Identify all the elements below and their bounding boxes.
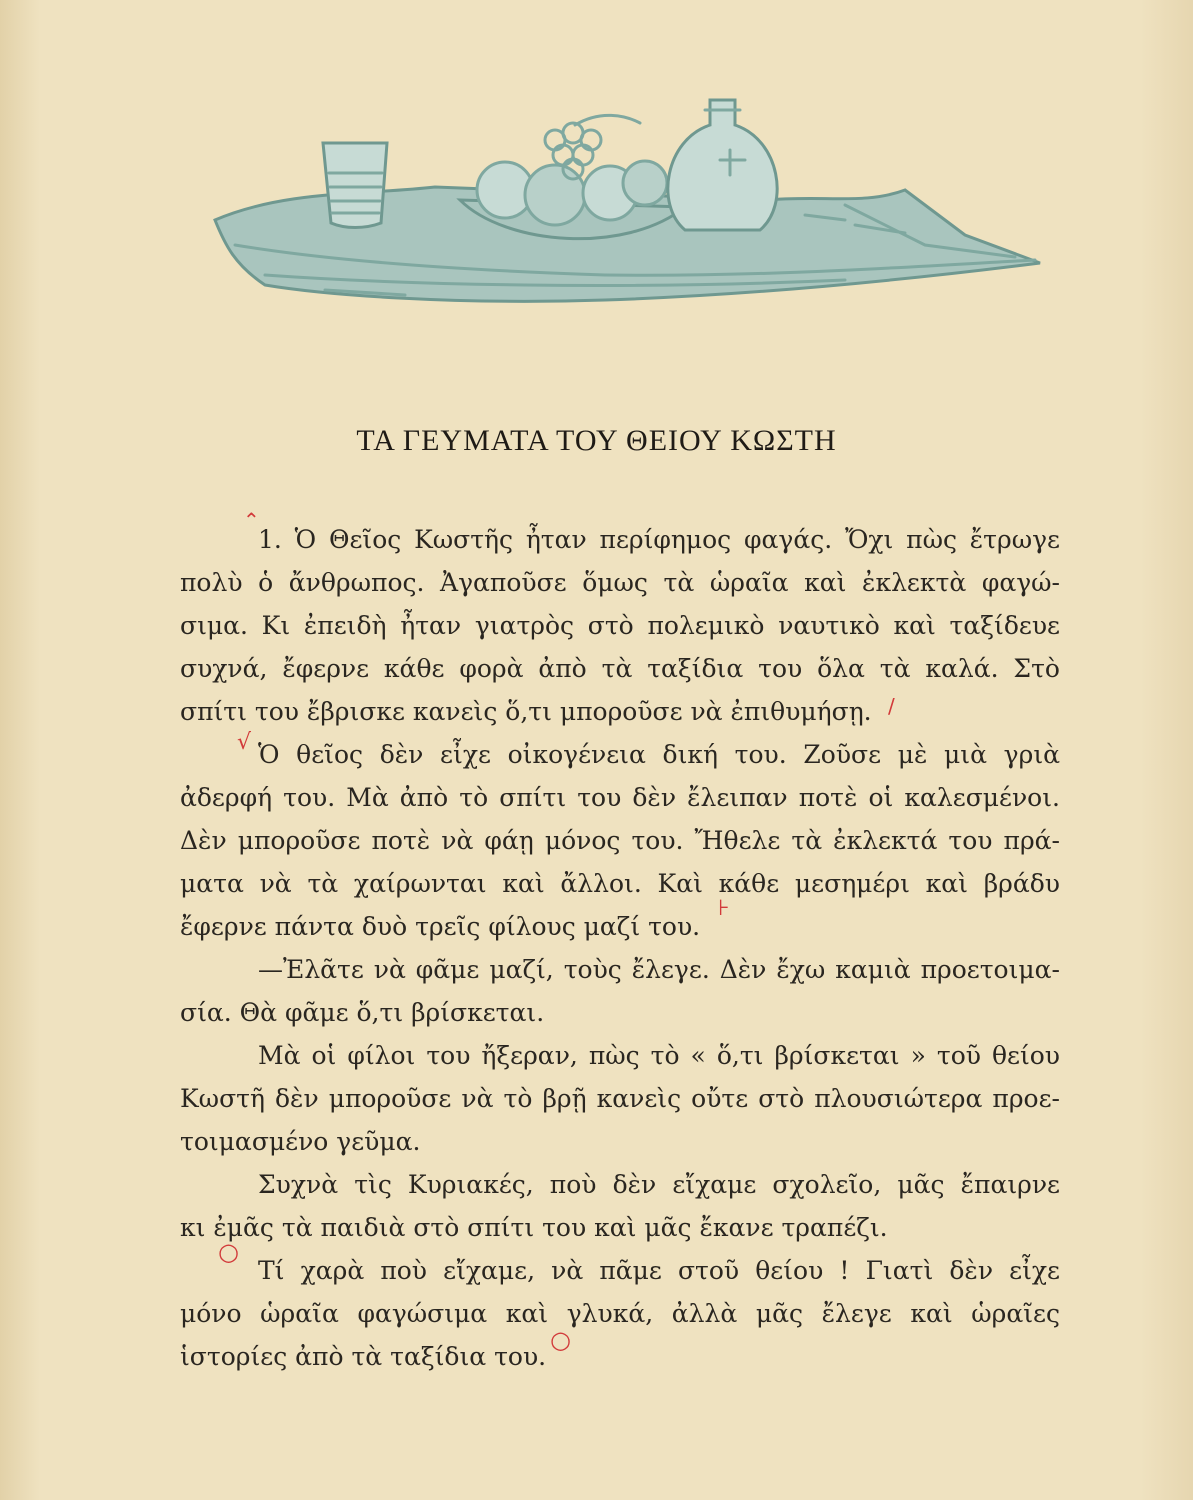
correction-mark-icon: ○: [218, 1238, 239, 1266]
paragraph: [180, 948, 1060, 1034]
text-line: ἔφερνε πάντα δυὸ τρεῖς φίλους μαζί του.: [180, 912, 701, 941]
correction-mark-icon: ⊦: [718, 896, 730, 921]
text-line: Ὁ θεῖος δὲν εἶχε οἰκογένεια δική του. Ζοῦσε μὲ μιὰ γριὰ: [258, 740, 1060, 769]
paragraph: [180, 1249, 1060, 1378]
correction-mark-icon: ⌃: [243, 508, 260, 532]
page-title: ΤΑ ΓΕΥΜΑΤΑ ΤΟΥ ΘΕΙΟΥ ΚΩΣΤΗ: [356, 424, 837, 457]
still-life-illustration: [205, 95, 1050, 310]
text-line: κι ἐμᾶς τὰ παιδιὰ στὸ σπίτι του καὶ μᾶς ἔκανε τραπέζι.: [180, 1213, 888, 1242]
text-line: 1. Ὁ Θεῖος Κωστῆς ἦταν περίφημος φαγάς. Ὄχι πὼς ἔτρωγε: [258, 525, 1060, 554]
correction-mark-icon: √: [237, 730, 252, 755]
text-line: Τί χαρὰ ποὺ εἴχαμε, νὰ πᾶμε στοῦ θείου ! Γιατὶ δὲν εἶχε: [258, 1256, 1060, 1285]
correction-mark-icon: /: [888, 694, 895, 718]
correction-mark-icon: ○: [550, 1326, 571, 1354]
text-line: Συχνὰ τὶς Κυριακές, ποὺ δὲν εἴχαμε σχολεῖο, μᾶς ἔπαιρνε: [258, 1170, 1060, 1199]
text-line: Κωστῆ δὲν μποροῦσε νὰ τὸ βρῇ κανεὶς οὔτε στὸ πλουσιώτερα προε-: [180, 1084, 1060, 1113]
paragraph: [180, 1163, 1060, 1249]
text-line: τοιμασμένο γεῦμα.: [180, 1127, 421, 1156]
text-line: σιμα. Κι ἐπειδὴ ἦταν γιατρὸς στὸ πολεμικὸ ναυτικὸ καὶ ταξίδευε: [180, 611, 1060, 640]
text-line: ἀδερφή του. Μὰ ἀπὸ τὸ σπίτι του δὲν ἔλειπαν ποτὲ οἱ καλεσμένοι.: [180, 783, 1060, 812]
text-line: Μὰ οἱ φίλοι του ἤξεραν, πὼς τὸ « ὅ,τι βρίσκεται » τοῦ θείου: [258, 1041, 1060, 1070]
paragraph: [180, 1034, 1060, 1163]
text-line: μόνο ὡραῖα φαγώσιμα καὶ γλυκά, ἀλλὰ μᾶς ἔλεγε καὶ ὡραῖες: [180, 1299, 1060, 1328]
text-line: —Ἐλᾶτε νὰ φᾶμε μαζί, τοὺς ἔλεγε. Δὲν ἔχω καμιὰ προετοιμα-: [258, 955, 1060, 984]
paragraph: [180, 733, 1060, 948]
paragraph: [180, 518, 1060, 733]
text-line: πολὺ ὁ ἄνθρωπος. Ἀγαποῦσε ὅμως τὰ ὡραῖα καὶ ἐκλεκτὰ φαγώ-: [180, 568, 1060, 597]
text-line: συχνά, ἔφερνε κάθε φορὰ ἀπὸ τὰ ταξίδια του ὅλα τὰ καλά. Στὸ: [180, 654, 1060, 683]
text-line: ἱστορίες ἀπὸ τὰ ταξίδια του.: [180, 1342, 547, 1371]
body-text: [180, 518, 1060, 1378]
text-line: Δὲν μποροῦσε ποτὲ νὰ φάῃ μόνος του. Ἤθελε τὰ ἐκλεκτά του πρά-: [180, 826, 1060, 855]
text-line: σπίτι του ἔβρισκε κανεὶς ὅ,τι μποροῦσε νὰ ἐπιθυμήσῃ.: [180, 697, 872, 726]
text-line: σία. Θὰ φᾶμε ὅ,τι βρίσκεται.: [180, 998, 545, 1027]
text-line: ματα νὰ τὰ χαίρωνται καὶ ἄλλοι. Καὶ κάθε μεσημέρι καὶ βράδυ: [180, 869, 1060, 898]
